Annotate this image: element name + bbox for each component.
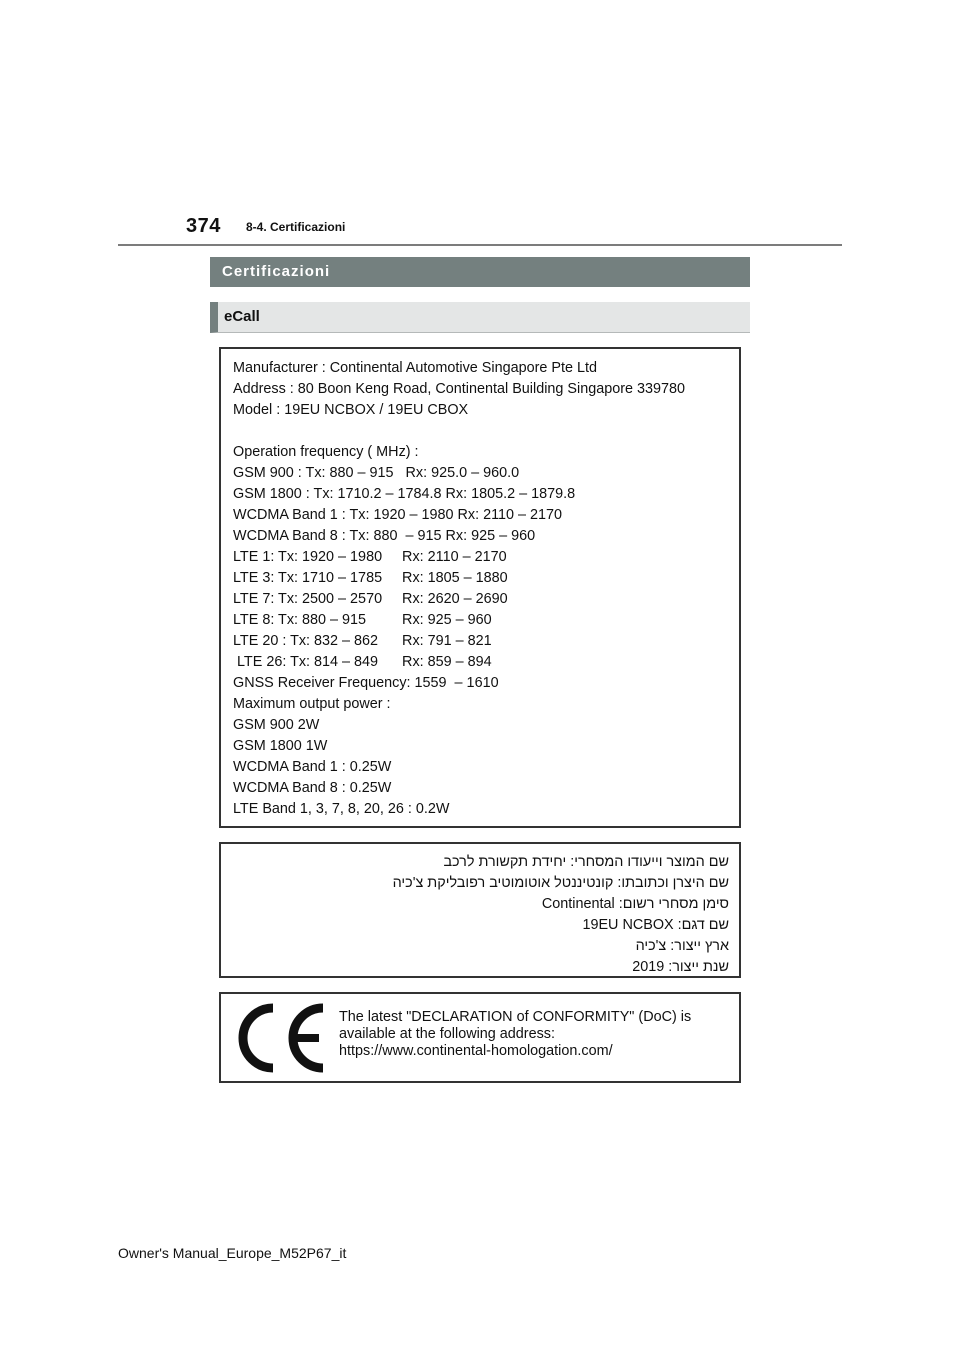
spec-line: Manufacturer : Continental Automotive Singapore Pte Ltd (233, 360, 597, 376)
footer-text: Owner's Manual_Europe_M52P67_it (118, 1245, 347, 1261)
spec-line: LTE 8: Tx: 880 – 915 Rx: 925 – 960 (233, 612, 492, 628)
section-reference: 8-4. Certificazioni (246, 220, 346, 234)
spec-line: WCDMA Band 8 : 0.25W (233, 780, 392, 796)
specification-box (219, 347, 741, 828)
spec-line: Operation frequency ( MHz) : (233, 444, 419, 460)
declaration-line: available at the following address: (339, 1026, 555, 1042)
page-number: 374 (186, 215, 221, 237)
hebrew-line: שם דגם: 19EU NCBOX (582, 917, 729, 933)
hebrew-line: שם היצרן וכתובתו: קונטיננטל אוטומוטיב רפובליקת צ'כיה (392, 875, 729, 891)
spec-gap (233, 421, 739, 442)
spec-line: LTE 1: Tx: 1920 – 1980 Rx: 2110 – 2170 (233, 549, 507, 565)
spec-line: Model : 19EU NCBOX / 19EU CBOX (233, 402, 469, 418)
spec-line: Address : 80 Boon Keng Road, Continental Building Singapore 339780 (233, 381, 686, 397)
spec-line: GSM 1800 : Tx: 1710.2 – 1784.8 Rx: 1805.2 – 1879.8 (233, 486, 576, 502)
section-banner: Certificazioni (210, 257, 750, 287)
spec-line: LTE 26: Tx: 814 – 849 Rx: 859 – 894 (233, 654, 492, 670)
spec-line: GSM 900 2W (233, 717, 320, 733)
declaration-line: The latest "DECLARATION of CONFORMITY" (DoC) is (339, 1009, 692, 1025)
hebrew-info-box (219, 842, 741, 978)
spec-line: GSM 900 : Tx: 880 – 915 Rx: 925.0 – 960.0 (233, 465, 520, 481)
spec-line: WCDMA Band 1 : 0.25W (233, 759, 392, 775)
declaration-box (219, 992, 741, 1083)
spec-line: Maximum output power : (233, 696, 391, 712)
hebrew-line: שם המוצר וייעודו המסחרי: יחידת תקשורת לרכב (443, 854, 729, 870)
spec-line: LTE 20 : Tx: 832 – 862 Rx: 791 – 821 (233, 633, 492, 649)
header-divider (118, 244, 842, 246)
hebrew-line: שנת ייצור: 2019 (632, 959, 729, 975)
spec-line: LTE Band 1, 3, 7, 8, 20, 26 : 0.2W (233, 801, 450, 817)
subsection-heading: eCall (210, 302, 750, 333)
spec-line: WCDMA Band 1 : Tx: 1920 – 1980 Rx: 2110 – 2170 (233, 507, 563, 523)
hebrew-line: סימן מסחרי רשום: Continental (541, 896, 729, 912)
spec-line: LTE 3: Tx: 1710 – 1785 Rx: 1805 – 1880 (233, 570, 508, 586)
hebrew-line: ארץ ייצור: צ'כיה (635, 938, 729, 954)
ce-mark-icon (235, 1002, 327, 1074)
declaration-text (339, 1009, 731, 1060)
declaration-url[interactable]: https://www.continental-homologation.com/ (339, 1043, 613, 1059)
spec-line: LTE 7: Tx: 2500 – 2570 Rx: 2620 – 2690 (233, 591, 508, 607)
spec-line: WCDMA Band 8 : Tx: 880 – 915 Rx: 925 – 960 (233, 528, 536, 544)
spec-line: GSM 1800 1W (233, 738, 328, 754)
spec-line: GNSS Receiver Frequency: 1559 – 1610 (233, 675, 499, 691)
